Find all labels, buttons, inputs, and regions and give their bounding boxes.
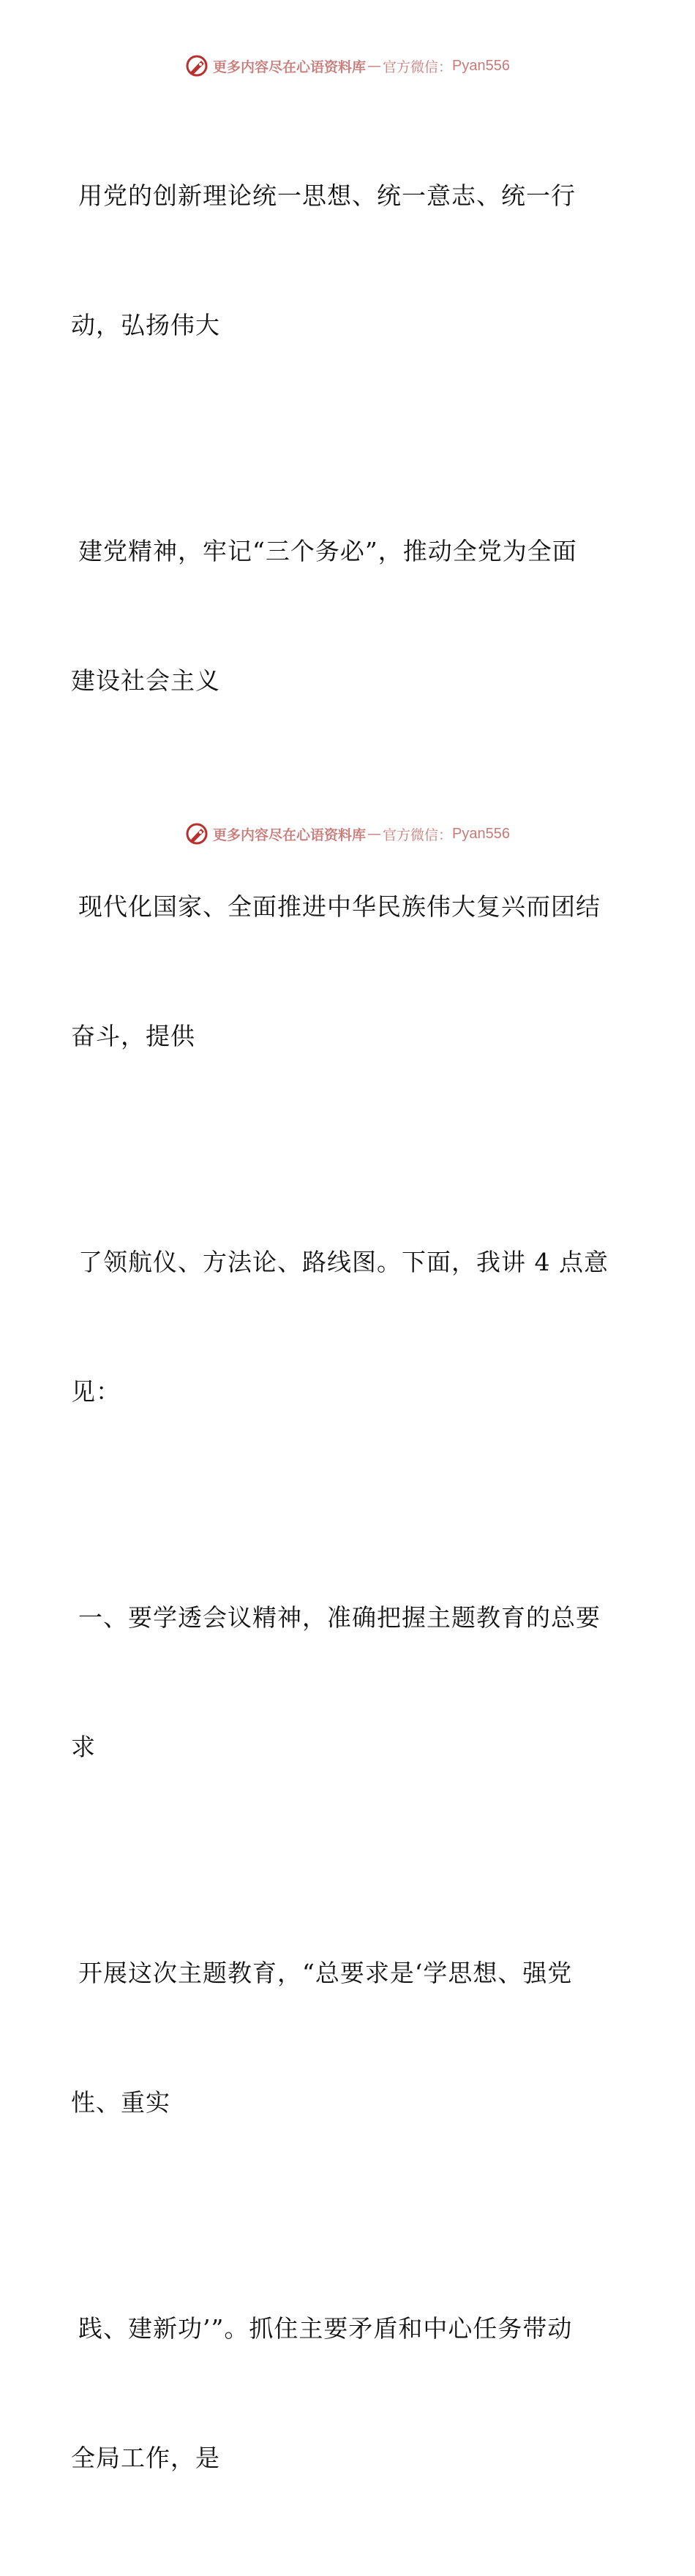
paragraph-line: 建党精神，牢记“三个务必”，推动全党为全面 [78, 537, 577, 565]
footer-watermark [0, 819, 695, 848]
paragraph-line: 动，弘扬伟大 [71, 311, 220, 339]
paragraph-line: 用党的创新理论统一思想、统一意志、统一行 [78, 181, 576, 210]
paragraph-line: 奋斗，提供 [71, 1022, 195, 1050]
paragraph [71, 443, 612, 788]
watermark-wechat-label: 官方微信： [383, 826, 453, 843]
paragraph [71, 88, 612, 433]
paragraph [71, 1154, 612, 1499]
document-body [71, 88, 612, 2576]
paragraph-line: 一、要学透会议精神，准确把握主题教育的总要 [78, 1603, 601, 1632]
header-watermark [0, 51, 695, 80]
watermark-wechat-id: Pyan556 [452, 57, 510, 74]
section-heading [71, 1510, 612, 1855]
paragraph-line: 建设社会主义 [71, 666, 220, 695]
paragraph-line: 了领航仪、方法论、路线图。下面，我讲 4 点意 [78, 1248, 609, 1276]
paragraph-line: 开展这次主题教育，“总要求是‘学思想、强党 [78, 1959, 573, 1987]
pen-nib-logo-icon [185, 822, 209, 846]
paragraph [71, 2221, 612, 2566]
paragraph [71, 1865, 612, 2210]
paragraph-line: 现代化国家、全面推进中华民族伟大复兴而团结 [78, 892, 601, 921]
watermark-title: 更多内容尽在心语资料库 [213, 826, 367, 843]
paragraph-line: 性、重实 [71, 2088, 170, 2117]
paragraph-line: 全局工作，是 [71, 2444, 220, 2472]
watermark-wechat-label: 官方微信： [383, 59, 453, 75]
paragraph [71, 799, 612, 1144]
paragraph-line: 践、建新功’”。抓住主要矛盾和中心任务带动 [78, 2314, 573, 2343]
paragraph-line: 求 [71, 1733, 96, 1761]
paragraph-line: 见： [71, 1377, 121, 1406]
watermark-separator: — [367, 58, 382, 74]
watermark-separator: — [367, 826, 382, 842]
watermark-wechat-id: Pyan556 [452, 825, 510, 842]
pen-nib-logo-icon [185, 54, 209, 78]
watermark-title: 更多内容尽在心语资料库 [213, 59, 367, 75]
